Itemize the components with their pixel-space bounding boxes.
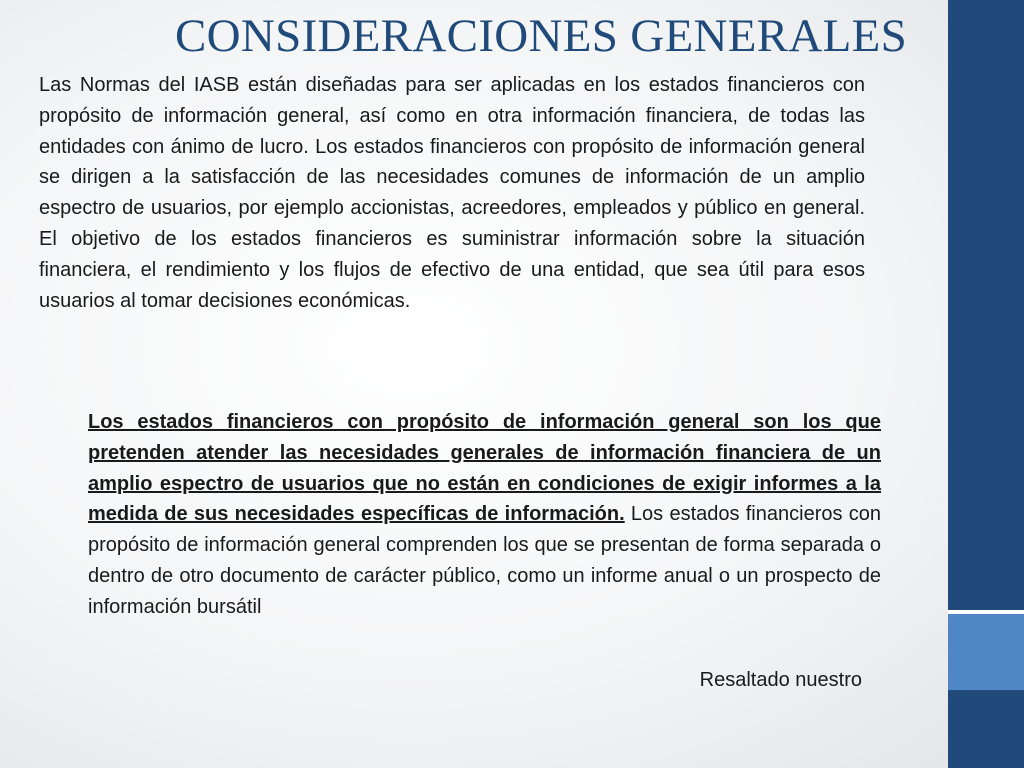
highlighted-definition: Los estados financieros con propósito de información general son los que pretenden atender las necesidades generales de información financiera de un amplio espectro de usuarios que no están en condiciones de exigir informes a la medida de sus necesidades específicas de información. [88, 411, 881, 526]
side-bar-accent-block [948, 614, 1024, 690]
paragraph-intro: Las Normas del IASB están diseñadas para ser aplicadas en los estados financieros con propósito de información general, así como en otra información financiera, de todas las entidades con ánimo de lucro. Los estados financieros con propósito de información general se dirigen a la satisfacción de las necesidades comunes de información de un amplio espectro de usuarios, por ejemplo accionistas, acreedores, empleados y público en general. El objetivo de los estados financieros es suministrar información sobre la situación financiera, el rendimiento y los flujos de efectivo de una entidad, que sea útil para esos usuarios al tomar decisiones económicas. [39, 74, 865, 312]
paragraph-definition [88, 407, 881, 623]
side-bar-decoration [948, 0, 1024, 768]
definition-continuation: Los estados financieros con propósito de información general comprenden los que se presentan de forma separada o dentro de otro documento de carácter público, como un informe anual o un prospecto de información bursátil [88, 503, 881, 618]
emphasis-note: Resaltado nuestro [699, 669, 862, 691]
slide-title: CONSIDERACIONES GENERALES [175, 10, 908, 62]
